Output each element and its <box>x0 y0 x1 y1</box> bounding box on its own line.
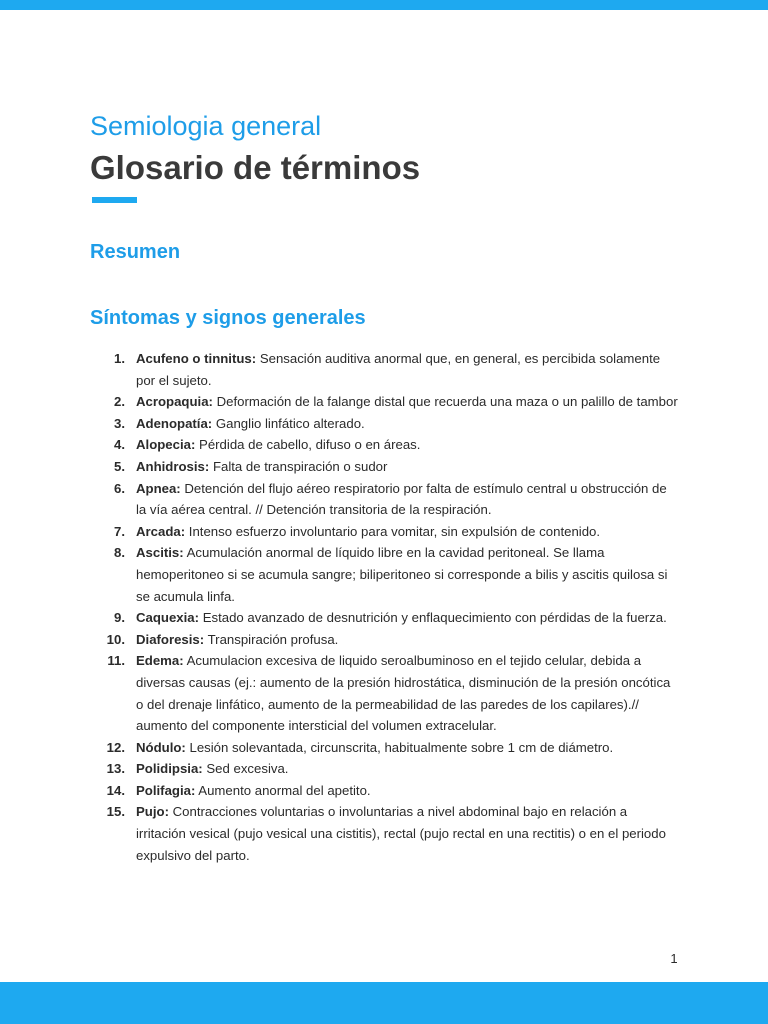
item-number: 4. <box>114 437 125 453</box>
item-number: 13. <box>106 761 125 777</box>
term-definition: Ganglio linfático alterado. <box>215 415 365 431</box>
glossary-list <box>90 348 680 866</box>
term-definition: Lesión solevantada, circunscrita, habitualmente sobre 1 cm de diámetro. <box>189 739 614 755</box>
glossary-item <box>90 542 680 607</box>
document-subtitle: Semiologia general <box>90 111 322 141</box>
item-number: 14. <box>106 782 125 798</box>
term-definition: Sed excesiva. <box>206 761 289 777</box>
glossary-item <box>90 801 680 866</box>
glossary-item <box>90 456 680 478</box>
term-definition: Intenso esfuerzo involuntario para vomitar, sin expulsión de contenido. <box>188 523 601 539</box>
glossary-item <box>90 780 680 802</box>
glossary-item <box>90 629 680 651</box>
term-definition: Pérdida de cabello, difuso o en áreas. <box>199 437 421 453</box>
glossary-item <box>90 478 680 521</box>
item-number: 11. <box>107 653 125 669</box>
item-number: 7. <box>114 523 125 539</box>
item-number: 15. <box>106 804 125 820</box>
item-number: 1. <box>114 351 125 366</box>
term-name: Arcada: <box>136 523 186 539</box>
glossary-item <box>90 650 680 736</box>
item-number: 6. <box>114 480 125 496</box>
item-number: 10. <box>106 631 125 647</box>
item-number: 5. <box>114 458 125 474</box>
document-title: Glosario de términos <box>90 149 421 186</box>
term-definition: Estado avanzado de desnutrición y enflaquecimiento con pérdidas de la fuerza. <box>202 610 667 626</box>
section-heading-resumen: Resumen <box>90 241 181 263</box>
term-name: Anhidrosis: <box>136 458 210 474</box>
item-number: 3. <box>114 415 125 431</box>
term-name: Edema: <box>136 653 184 669</box>
title-underline <box>92 197 137 203</box>
term-definition: Aumento anormal del apetito. <box>198 782 371 798</box>
term-definition: Deformación de la falange distal que recuerda una maza o un palillo de tambor <box>216 394 678 410</box>
term-name: Polifagia: <box>136 782 196 798</box>
glossary-item <box>90 434 680 456</box>
term-name: Acufeno o tinnitus: <box>136 351 257 366</box>
term-definition: Acumulación anormal de líquido libre en la cavidad peritoneal. Se llama hemoperitoneo si se acumula sangre; biliperitoneo si corresponde a bilis y ascitis quilosa si se acumula linfa. <box>136 545 668 604</box>
term-name: Caquexia: <box>136 610 200 626</box>
term-definition: Sensación auditiva anormal que, en general, es percibida solamente por el sujeto. <box>136 351 661 388</box>
term-name: Adenopatía: <box>136 415 213 431</box>
item-number: 9. <box>114 610 125 626</box>
glossary-item <box>90 413 680 435</box>
term-definition: Detención del flujo aéreo respiratorio por falta de estímulo central u obstrucción de la vía aérea central. // Detención transitoria de la respiración. <box>136 480 667 518</box>
glossary-item <box>90 348 680 391</box>
term-name: Ascitis: <box>136 545 184 561</box>
item-number: 12. <box>106 739 125 755</box>
bottom-accent-bar <box>0 982 768 1024</box>
term-definition: Acumulacion excesiva de liquido seroalbuminoso en el tejido celular, debida a diversas causas (ej.: aumento de la presión hidrostática, disminución de la presión oncótica o del drenaje linfático, aumento de la permeabilidad de las paredes de los capilares).// aumento del componente intersticial del volumen extracelular. <box>136 653 671 734</box>
term-name: Nódulo: <box>136 739 186 755</box>
term-name: Diaforesis: <box>136 631 205 647</box>
glossary-item <box>90 758 680 780</box>
term-name: Alopecia: <box>136 437 196 453</box>
top-accent-bar <box>0 0 768 10</box>
term-name: Pujo: <box>136 804 169 820</box>
glossary-item <box>90 737 680 759</box>
glossary-item <box>90 521 680 543</box>
term-definition: Falta de transpiración o sudor <box>212 458 388 474</box>
item-number: 8. <box>114 545 125 561</box>
page-number: 1 <box>670 951 678 966</box>
term-definition: Contracciones voluntarias o involuntarias a nivel abdominal bajo en relación a irritación vesical (pujo vesical una cistitis), rectal (pujo rectal en una rectitis) o en el periodo expulsivo del parto. <box>136 804 666 863</box>
item-number: 2. <box>114 394 125 410</box>
section-heading-sintomas: Síntomas y signos generales <box>90 307 366 329</box>
term-name: Apnea: <box>136 480 181 496</box>
term-name: Polidipsia: <box>136 761 203 777</box>
glossary-item <box>90 607 680 629</box>
glossary-item <box>90 391 680 413</box>
term-name: Acropaquia: <box>136 394 213 410</box>
term-definition: Transpiración profusa. <box>207 631 339 647</box>
